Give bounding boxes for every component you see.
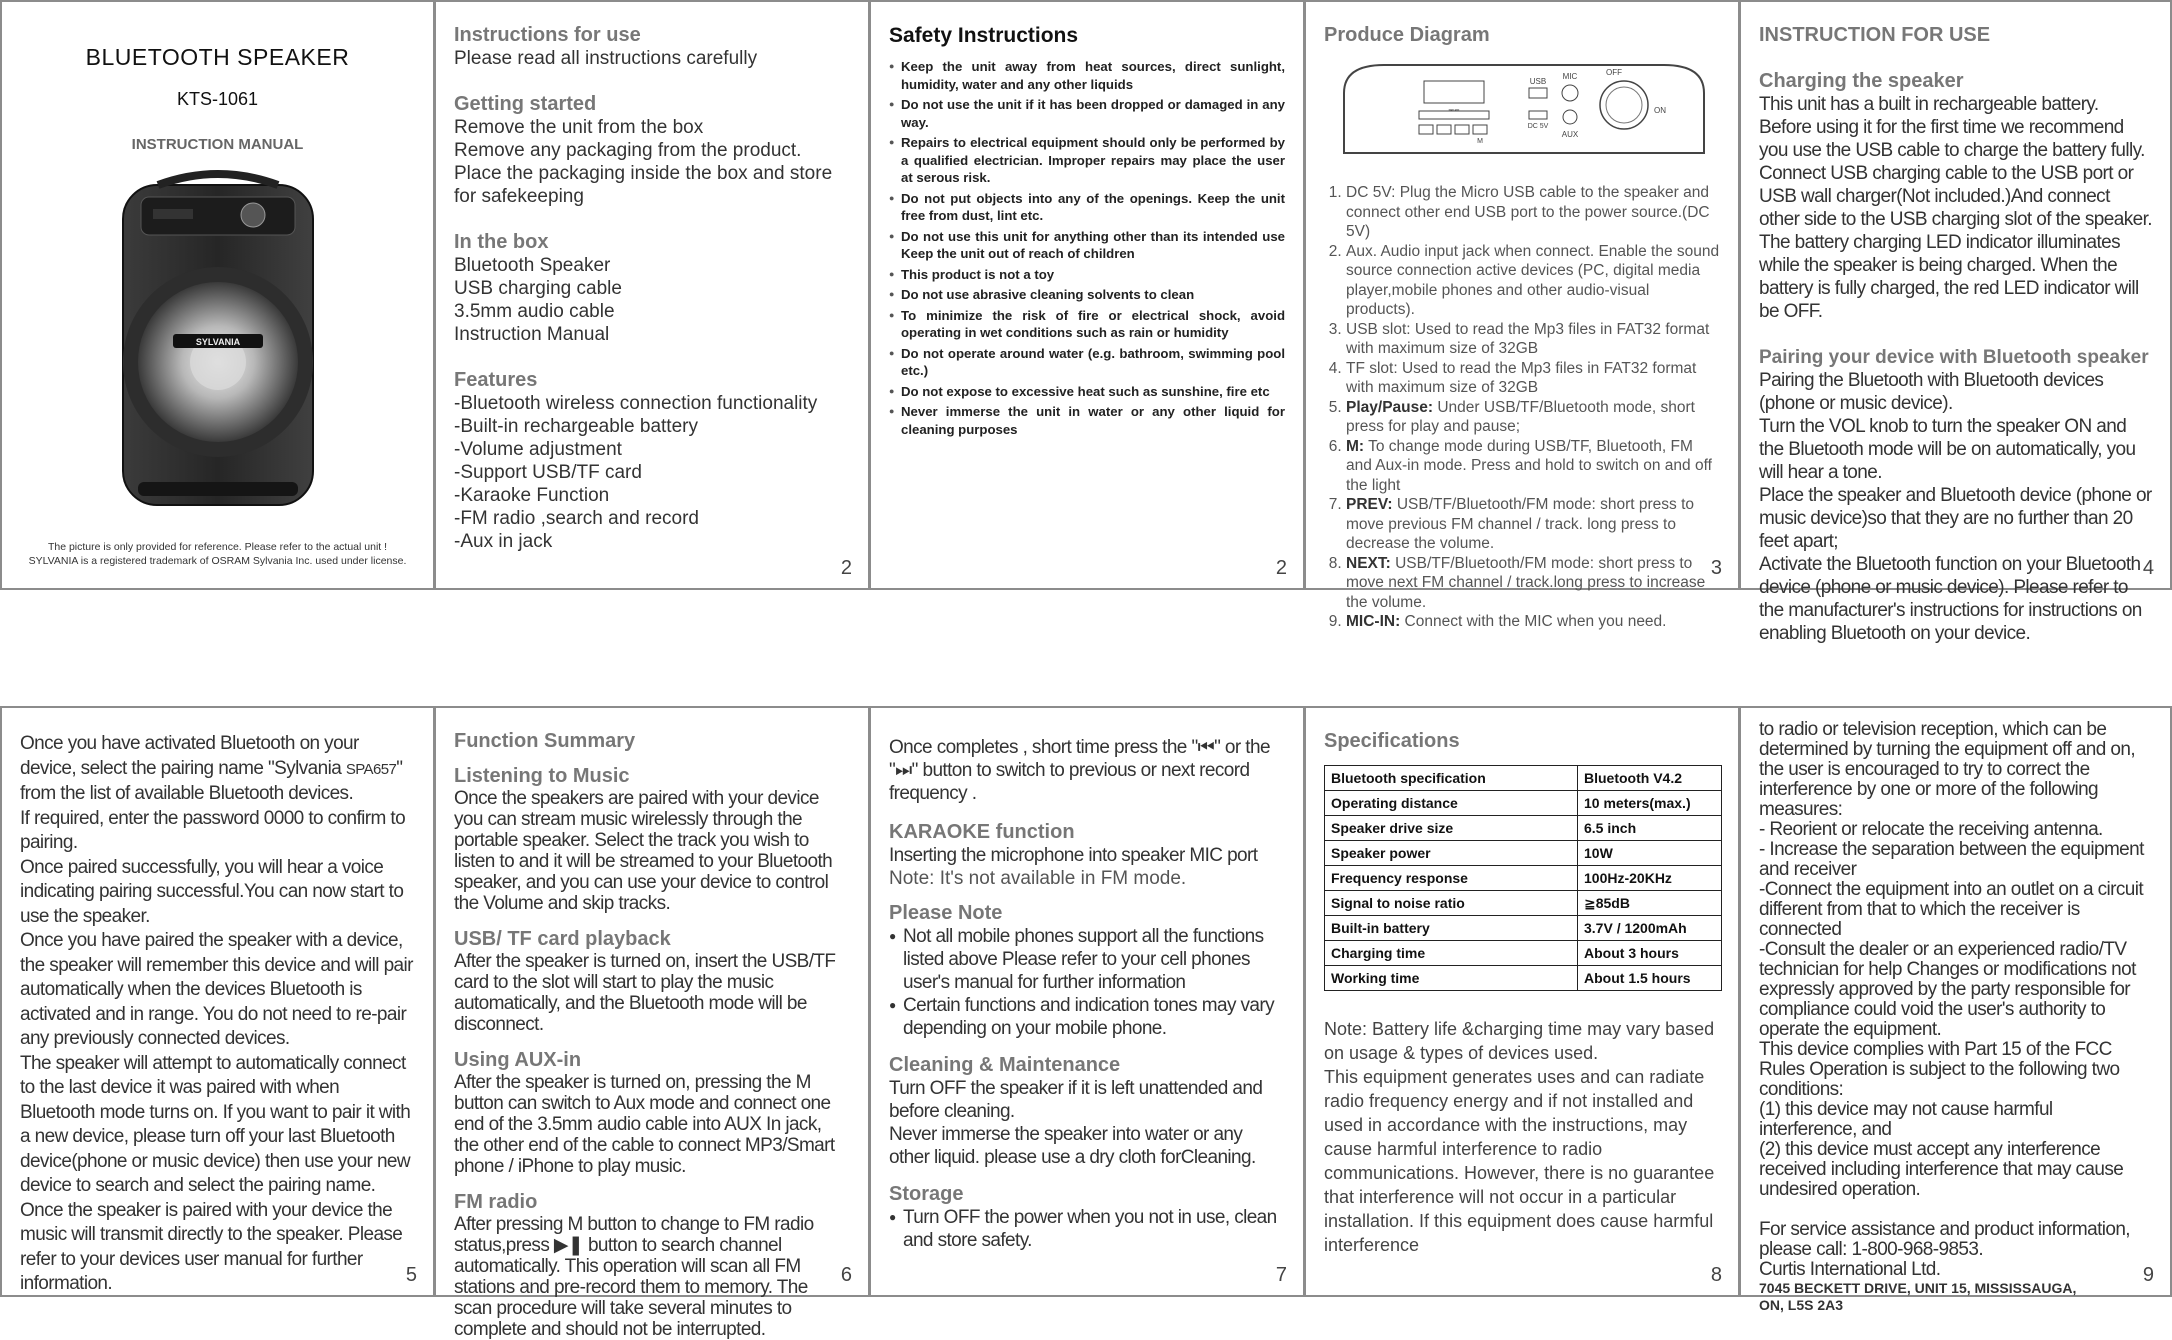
karaoke-panel: [869, 706, 1305, 1297]
karaoke-heading: KARAOKE function: [889, 821, 1075, 843]
fcc-text: This equipment generates uses and can radiate radio frequency energy and if not installed and used in accordance with the instructions, may cause harmful interference to radio communications. However, there is no guarantee that interference will not occur in a particular installation. If this equipment does cause harmful interference: [1324, 1067, 1715, 1255]
safety-item: ● Do not use this unit for anything other than its intended use Keep the unit out of reach of children: [889, 228, 1285, 263]
dc-label: DC 5V: [1527, 123, 1549, 130]
company-name: Curtis International Ltd.: [1759, 1259, 1941, 1280]
listening-heading: Listening to Music: [454, 765, 630, 787]
cover-title: BLUETOOTH SPEAKER: [85, 44, 350, 70]
box-item: Bluetooth Speaker: [454, 255, 611, 276]
table-row: Signal to noise ratio ≧85dB: [1325, 891, 1722, 916]
safety-item: ● This product is not a toy: [889, 266, 1285, 284]
getting-started-item: Remove the unit from the box: [454, 117, 704, 138]
table-row: Built-in battery 3.7V / 1200mAh: [1325, 916, 1722, 941]
safety-item: ● Do not use abrasive cleaning solvents to clean: [889, 286, 1285, 304]
safety-heading: Safety Instructions: [889, 24, 1079, 47]
function-summary-panel: [434, 706, 870, 1340]
speaker-illustration: [103, 167, 333, 517]
in-the-box-heading: In the box: [454, 231, 549, 253]
getting-started-heading: Getting started: [454, 93, 597, 115]
diagram-item: 1. DC 5V: Plug the Micro USB cable to the speaker and connect other end USB port to the power source.(DC 5V): [1346, 183, 1720, 242]
safety-item: ● Keep the unit away from heat sources, direct sunlight, humidity, water and any other liquids: [889, 58, 1285, 93]
instructions-text: Please read all instructions carefully: [454, 48, 758, 69]
cleaning-text: Turn OFF the speaker if it is left unattended and before cleaning.: [889, 1078, 1263, 1122]
please-note-heading: Please Note: [889, 902, 1003, 924]
table-row: Operating distance 10 meters(max.): [1325, 791, 1722, 816]
pairing-continued-panel: [0, 706, 435, 1297]
safety-item: ● To minimize the risk of fire or electrical shock, avoid operating in wet conditions such as rain or humidity: [889, 307, 1285, 342]
control-panel-diagram: [1324, 53, 1724, 173]
pairing-text: Activate the Bluetooth function on your Bluetooth device (phone or music device). Please refer to the manufacturer's instructions for instructions on enabling Bluetooth on your device.: [1759, 554, 2142, 644]
page-number: 8: [1710, 1264, 1722, 1286]
instructions-panel: [434, 0, 870, 590]
page-number: 2: [840, 557, 852, 579]
aux-label: AUX: [1561, 130, 1579, 139]
diagram-item: 9. MIC-IN: Connect with the MIC when you need.: [1346, 612, 1720, 632]
feature-item: -FM radio ,search and record: [454, 508, 699, 529]
page-number: 7: [1275, 1264, 1287, 1286]
specifications-heading: Specifications: [1324, 730, 1460, 752]
safety-item: ● Do not put objects into any of the openings. Keep the unit free from dust, lint etc.: [889, 190, 1285, 225]
feature-item: -Support USB/TF card: [454, 462, 642, 483]
feature-item: -Aux in jack: [454, 531, 553, 552]
cover-manual-label: INSTRUCTION MANUAL: [131, 136, 304, 153]
charging-text: This unit has a built in rechargeable battery. Before using it for the first time we recommend you use the USB cable to charge the battery fully. Connect USB charging cable to the USB port or USB wall charger(Not included.)And connect other side to the USB charging slot of the speaker. The battery charging LED indicator illuminates while the speaker is being charged. When the battery is fully charged, the red LED indicator will be OFF.: [1759, 94, 2152, 322]
box-item: 3.5mm audio cable: [454, 301, 615, 322]
box-item: Instruction Manual: [454, 324, 610, 345]
safety-panel: [869, 0, 1305, 590]
table-row: Frequency response 100Hz-20KHz: [1325, 866, 1722, 891]
diagram-item: 6. M: To change mode during USB/TF, Bluetooth, FM and Aux-in mode. Press and hold to switch on and off the light: [1346, 437, 1720, 496]
cleaning-heading: Cleaning & Maintenance: [889, 1054, 1121, 1076]
diagram-item: 4. TF slot: Used to read the Mp3 files in FAT32 format with maximum size of 32GB: [1346, 359, 1720, 398]
feature-item: -Karaoke Function: [454, 485, 610, 506]
company-address: 7045 BECKETT DRIVE, UNIT 15, MISSISSAUGA,: [1759, 1280, 2077, 1296]
table-row: Bluetooth specification Bluetooth V4.2: [1325, 766, 1722, 791]
diagram-item: 7. PREV: USB/TF/Bluetooth/FM mode: short press to move previous FM channel / track. long press to decrease the volume.: [1346, 495, 1720, 554]
function-summary-heading: Function Summary: [454, 730, 636, 752]
fm-heading: FM radio: [454, 1191, 538, 1213]
table-row: Speaker drive size 6.5 inch: [1325, 816, 1722, 841]
speaker-brand-logo: SYLVANIA: [195, 337, 240, 347]
prev-next-text: Once completes , short time press the "⏮" or the "⏭" button to switch to previous or next record frequency .: [889, 737, 1270, 804]
company-address: ON, L5S 2A3: [1759, 1297, 1844, 1313]
fcc-compliance-text: This device complies with Part 15 of the FCC Rules Operation is subject to the following two conditions:: [1759, 1039, 2120, 1100]
feature-item: -Bluetooth wireless connection functionality: [454, 393, 818, 414]
usb-label: USB: [1529, 77, 1547, 86]
specifications-panel: [1304, 706, 1740, 1297]
feature-item: -Built-in rechargeable battery: [454, 416, 698, 437]
table-row: Speaker power 10W: [1325, 841, 1722, 866]
usb-tf-heading: USB/ TF card playback: [454, 928, 671, 950]
instruction-for-use-panel: [1739, 0, 2172, 644]
table-row: Charging time About 3 hours: [1325, 941, 1722, 966]
table-row: Working time About 1.5 hours: [1325, 966, 1722, 991]
pairing-heading: Pairing your device with Bluetooth speaker: [1759, 347, 2149, 368]
safety-item: ● Repairs to electrical equipment should only be performed by a qualified electrician. Improper repairs may place the user at serous risk.: [889, 134, 1285, 187]
remember-device-text: Once you have paired the speaker with a device, the speaker will remember this device and will pair automatically when the devices Bluetooth is activated and in range. You do not need to re-pair any previously connected devices.: [20, 930, 413, 1049]
pairing-text: Pairing the Bluetooth with Bluetooth devices (phone or music device).: [1759, 370, 2104, 414]
diagram-item: 2. Aux. Audio input jack when connect. Enable the sound source connection active devices (PC, digital media player,mobile phones and other audio-visual products).: [1346, 242, 1720, 320]
paired-success-text: Once paired successfully, you will hear a voice indicating pairing successful.You can now start to use the speaker.: [20, 856, 404, 927]
note-bullet: ● Not all mobile phones support all the functions listed above Please refer to your cell phones user's manual for further information: [889, 925, 1285, 994]
diagram-item: 5. Play/Pause: Under USB/TF/Bluetooth mode, short press for play and pause;: [1346, 398, 1720, 437]
cleaning-text: Never immerse the speaker into water or any other liquid. please use a dry cloth forCleaning.: [889, 1124, 1256, 1168]
m-label: M: [1477, 138, 1483, 145]
pairing-text: Turn the VOL knob to turn the speaker ON and the Bluetooth mode will be on automatically, you will hear a tone.: [1759, 416, 2136, 483]
karaoke-note: Note: It's not available in FM mode.: [889, 868, 1187, 889]
spec-table: [1324, 765, 1722, 991]
diagram-panel: [1304, 0, 1740, 630]
note-bullet: ● Certain functions and indication tones may vary depending on your mobile phone.: [889, 994, 1285, 1040]
usb-tf-text: After the speaker is turned on, insert the USB/TF card to the slot will start to play the music automatically, and the Bluetooth mode will be disconnect.: [454, 951, 836, 1035]
pairing-name-text: Once you have activated Bluetooth on your device, select the pairing name "Sylvania SPA657" from the list of available Bluetooth devices.: [20, 733, 403, 804]
diagram-item: 8. NEXT: USB/TF/Bluetooth/FM mode: short press to move next FM channel / track.long press to increase the volume.: [1346, 554, 1720, 613]
off-label: OFF: [1606, 68, 1622, 77]
fm-text: After pressing M button to change to FM radio status,press ▶❚ button to search channel automatically. This operation will scan all FM stations and pre-record them to memory. The scan procedure will take several minutes to complete and should not be interrupted.: [454, 1214, 814, 1340]
page-number: 5: [405, 1264, 417, 1286]
fcc-measure: -Consult the dealer or an experienced radio/TV technician for help Changes or modifications not expressly approved by the party responsible for compliance could void the user's authority to operate the equipment.: [1759, 939, 2136, 1040]
auto-connect-text: The speaker will attempt to automatically connect to the last device it was paired with when Bluetooth mode turns on. If you want to pair it with a new device, please turn off your last Bluetooth device(phone or music device) then use your new device to search and select the pairing name.: [20, 1052, 411, 1196]
fcc-condition: (1) this device may not cause harmful interference, and: [1759, 1099, 2053, 1140]
fcc-measure: - Reorient or relocate the receiving antenna.: [1759, 819, 2103, 840]
fcc-continued-text: to radio or television reception, which can be determined by turning the equipment off and on, the user is encouraged to try to correct the interference by one or more of the following measures:: [1759, 719, 2136, 820]
getting-started-item: Remove any packaging from the product.: [454, 140, 802, 161]
safety-item: ● Do not expose to excessive heat such as sunshine, fire etc: [889, 383, 1285, 401]
page-number: 6: [840, 1264, 852, 1286]
diagram-list: [1324, 183, 1720, 632]
password-text: If required, enter the password 0000 to confirm to pairing.: [20, 807, 406, 853]
cover-note-1: The picture is only provided for reference. Please refer to the actual unit !: [47, 541, 388, 553]
safety-item: ● Never immerse the unit in water or any other liquid for cleaning purposes: [889, 403, 1285, 438]
page-number: 4: [2142, 557, 2154, 579]
instructions-heading: Instructions for use: [454, 24, 641, 46]
speaker-image: [20, 167, 415, 517]
battery-note: Note: Battery life &charging time may vary based on usage & types of devices used.: [1324, 1019, 1715, 1063]
mic-label: MIC: [1562, 72, 1578, 81]
next-icon: ⏭: [895, 760, 912, 781]
diagram-item: 3. USB slot: Used to read the Mp3 files in FAT32 format with maximum size of 32GB: [1346, 320, 1720, 359]
page-number: 2: [1275, 557, 1287, 579]
aux-heading: Using AUX-in: [454, 1049, 582, 1071]
fcc-panel: [1739, 706, 2172, 1313]
instruction-for-use-heading: INSTRUCTION FOR USE: [1759, 24, 1991, 46]
page-number: 3: [1710, 557, 1722, 579]
fcc-condition: (2) this device must accept any interference received including interference that may cause undesired operation.: [1759, 1139, 2124, 1200]
safety-item: ● Do not operate around water (e.g. bathroom, swimming pool etc.): [889, 345, 1285, 380]
box-item: USB charging cable: [454, 278, 622, 299]
cover-note-2: SYLVANIA is a registered trademark of OSRAM Sylvania Inc. used under license.: [28, 555, 407, 567]
storage-heading: Storage: [889, 1183, 964, 1205]
on-label: ON: [1654, 106, 1666, 115]
features-heading: Features: [454, 369, 538, 391]
aux-text: After the speaker is turned on, pressing the M button can switch to Aux mode and connect one end of the 3.5mm audio cable into AUX In jack, the other end of the cable to connect MP3/Smart phone / iPhone to play music.: [454, 1072, 835, 1177]
prev-icon: ⏮: [1197, 737, 1215, 758]
pairing-text: Place the speaker and Bluetooth device (phone or music device)so that they are no further than 20 feet apart;: [1759, 485, 2152, 552]
fcc-measure: -Connect the equipment into an outlet on a circuit different from that to which the receiver is connected: [1759, 879, 2144, 940]
getting-started-item: Place the packaging inside the box and store for safekeeping: [454, 163, 833, 207]
page-number: 9: [2142, 1264, 2154, 1286]
cover-panel: [0, 0, 435, 590]
service-text: For service assistance and product information, please call: 1-800-968-9853.: [1759, 1219, 2130, 1260]
storage-bullet: ● Turn OFF the power when you not in use, clean and store safety.: [889, 1206, 1285, 1252]
cover-footnote: [2, 540, 433, 568]
music-transmit-text: Once the speaker is paired with your device the music will transmit directly to the speaker. Please refer to your devices user manual for further information.: [20, 1199, 403, 1294]
karaoke-text: Inserting the microphone into speaker MIC port: [889, 845, 1258, 866]
charging-heading: Charging the speaker: [1759, 70, 1964, 92]
play-pause-icon: ▶❚: [553, 1235, 584, 1256]
feature-item: -Volume adjustment: [454, 439, 622, 460]
cover-model: KTS-1061: [176, 89, 259, 109]
diagram-heading: Produce Diagram: [1324, 24, 1490, 46]
fcc-measure: - Increase the separation between the equipment and receiver: [1759, 839, 2144, 880]
listening-text: Once the speakers are paired with your device you can stream music wirelessly through the portable speaker. Select the track you wish to listen to and it will be streamed to your Bluetooth speaker, and you can use your device to control the Volume and skip tracks.: [454, 788, 833, 914]
safety-item: ● Do not use the unit if it has been dropped or damaged in any way.: [889, 96, 1285, 131]
